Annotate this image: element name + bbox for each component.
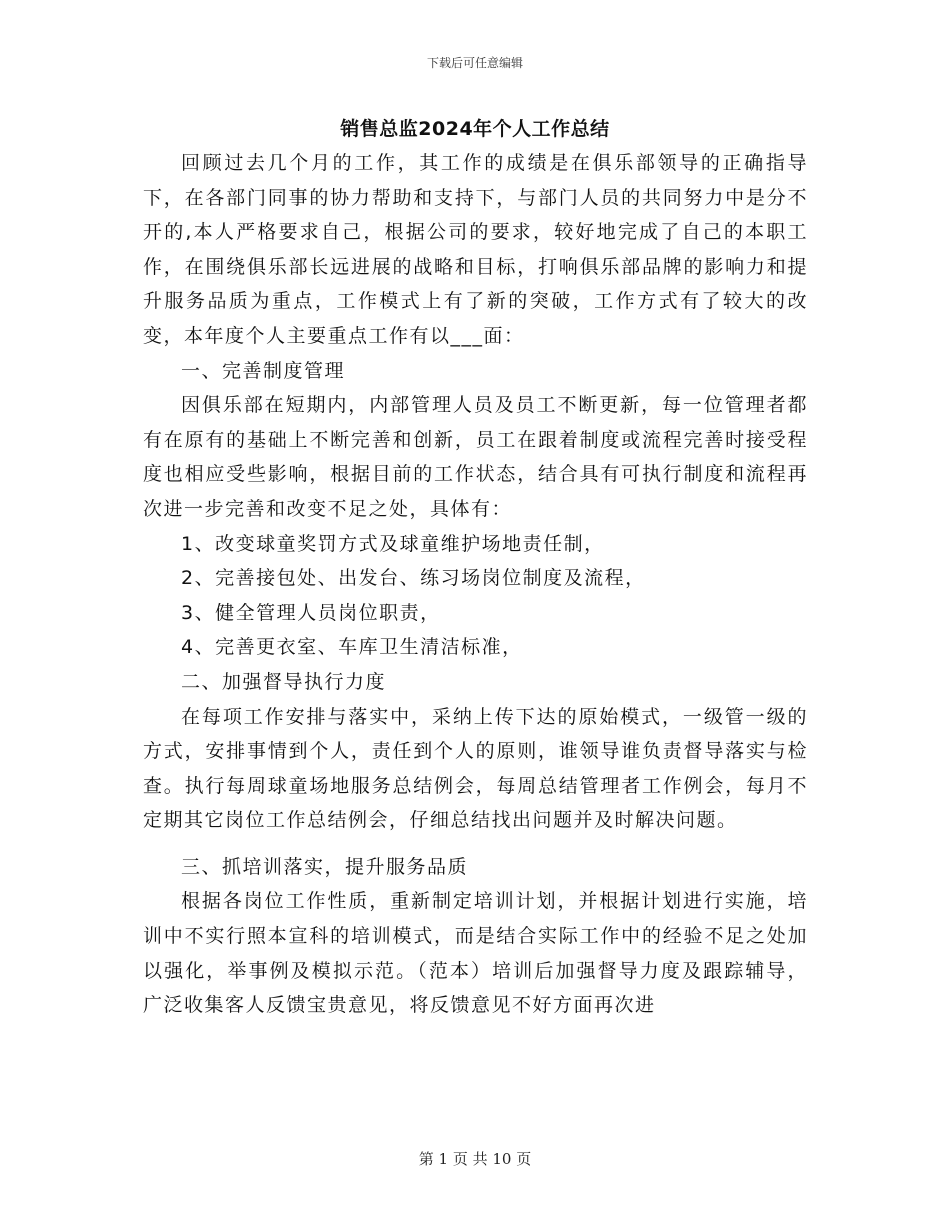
list-item-4: 4、完善更衣室、车库卫生清洁标准，: [181, 636, 523, 659]
section-heading-1: 一、完善制度管理: [181, 359, 346, 382]
section-heading-3: 三、抓培训落实，提升服务品质: [181, 855, 469, 878]
paragraph-section-3: 根据各岗位工作性质，重新制定培训计划，并根据计划进行实施，培训中不实行照本宣科的培训模式，而是结合实际工作中的经验不足之处加以强化，举事例及模拟示范。（范本）培训后加强督导力度及跟踪辅导，广泛收集客人反馈宝贵意见，将反馈意见不好方面再次进: [143, 890, 808, 1017]
section-heading-2: 二、加强督导执行力度: [181, 670, 387, 693]
header-note: 下载后可任意编辑: [426, 56, 523, 70]
paragraph-section-1: 因俱乐部在短期内，内部管理人员及员工不断更新，每一位管理者都有在原有的基础上不断完善和创新，员工在跟着制度或流程完善时接受程度也相应受些影响，根据目前的工作状态，结合具有可执行制度和流程再次进一步完善和改变不足之处，具体有：: [143, 394, 808, 520]
paragraph-intro: 回顾过去几个月的工作，其工作的成绩是在俱乐部领导的正确指导下，在各部门同事的协力帮助和支持下，与部门人员的共同努力中是分不开的,本人严格要求自己，根据公司的要求，较好地完成了自己的本职工作，在围绕俱乐部长远进展的战略和目标，打响俱乐部品牌的影响力和提升服务品质为重点，工作模式上有了新的突破，工作方式有了较大的改变，本年度个人主要重点工作有以___面：: [143, 152, 808, 347]
list-item-1: 1、改变球童奖罚方式及球童维护场地责任制，: [181, 532, 605, 555]
document-body: [143, 146, 808, 1023]
page-number: 第 1 页 共 10 页: [418, 1150, 532, 1168]
list-item-2: 2、完善接包处、出发台、练习场岗位制度及流程，: [181, 567, 646, 590]
list-item-3: 3、健全管理人员岗位职责，: [181, 601, 441, 624]
paragraph-section-2: 在每项工作安排与落实中，采纳上传下达的原始模式，一级管一级的方式，安排事情到个人，责任到个人的原则，谁领导谁负责督导落实与检查。执行每周球童场地服务总结例会，每周总结管理者工作例会，每月不定期其它岗位工作总结例会，仔细总结找出问题并及时解决问题。: [143, 705, 808, 832]
document-title: 销售总监2024年个人工作总结: [340, 118, 610, 140]
